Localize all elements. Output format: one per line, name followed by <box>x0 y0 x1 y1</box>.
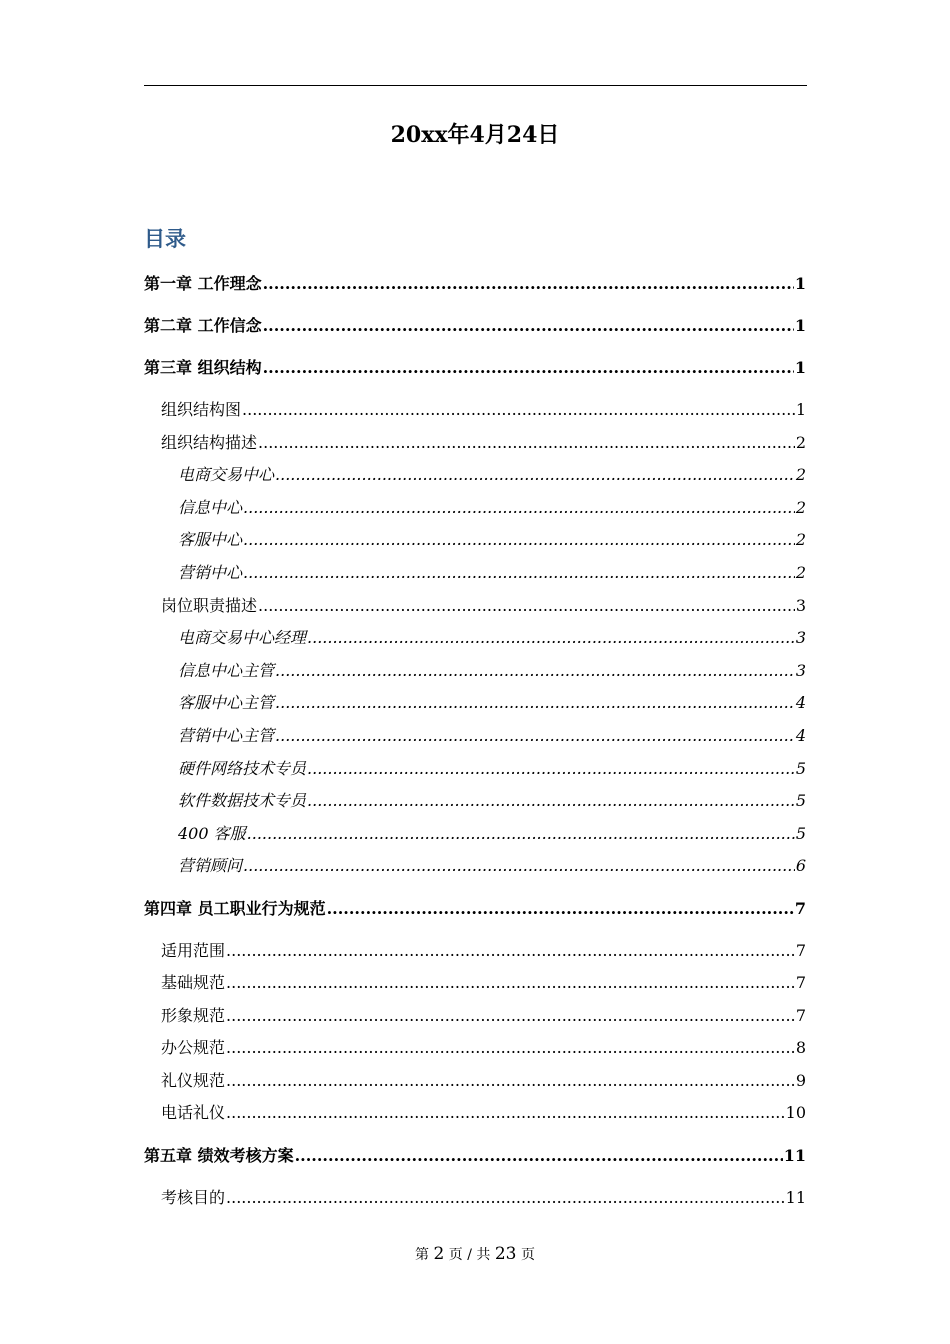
toc-entry-page: 7 <box>795 1006 806 1025</box>
toc-dot-leader <box>263 316 794 336</box>
toc-entry-page: 3 <box>795 596 806 615</box>
toc-entry[interactable] <box>161 1006 806 1026</box>
toc-entry[interactable] <box>144 316 806 336</box>
toc-entry-title: 营销顾问 <box>178 856 243 875</box>
toc-entry[interactable] <box>161 1103 806 1123</box>
toc-entry[interactable] <box>178 856 806 876</box>
toc-entry-page: 2 <box>795 498 806 517</box>
toc-entry-title: 礼仪规范 <box>161 1071 226 1090</box>
toc-entry-title: 信息中心主管 <box>178 661 275 680</box>
toc-entry[interactable] <box>178 530 806 550</box>
toc-entry-page: 2 <box>795 433 806 452</box>
toc-entry-page: 1 <box>794 358 806 377</box>
toc-dot-leader <box>243 563 795 583</box>
toc-entry[interactable] <box>161 973 806 993</box>
toc-entry[interactable] <box>144 274 806 294</box>
toc-dot-leader <box>226 973 795 993</box>
toc-entry-title: 第五章 绩效考核方案 <box>144 1146 294 1165</box>
toc-entry[interactable] <box>161 1071 806 1091</box>
toc-entry-title: 第一章 工作理念 <box>144 274 262 293</box>
toc-entry-title: 组织结构描述 <box>161 433 258 452</box>
footer-current-page: 2 <box>433 1244 445 1264</box>
toc-dot-leader <box>307 628 795 648</box>
toc-entry-title: 第四章 员工职业行为规范 <box>144 899 326 918</box>
toc-dot-leader <box>226 1038 795 1058</box>
toc-entry-page: 8 <box>795 1038 806 1057</box>
toc-entry-page: 7 <box>795 973 806 992</box>
toc-entry-title: 第三章 组织结构 <box>144 358 262 377</box>
toc-dot-leader <box>226 1188 785 1208</box>
toc-entry-page: 9 <box>795 1071 806 1090</box>
toc-entry[interactable] <box>161 1038 806 1058</box>
toc-entry-title: 营销中心主管 <box>178 726 275 745</box>
header-rule <box>144 85 807 86</box>
toc-dot-leader <box>258 433 795 453</box>
toc-entry-title: 电商交易中心经理 <box>178 628 307 647</box>
toc-entry-title: 营销中心 <box>178 563 243 582</box>
toc-entry-page: 11 <box>785 1188 806 1207</box>
toc-entry[interactable] <box>178 563 806 583</box>
toc-entry-title: 客服中心 <box>178 530 243 549</box>
toc-entry-page: 7 <box>795 941 806 960</box>
toc-dot-leader <box>275 661 795 681</box>
toc-entry-title: 电商交易中心 <box>178 465 275 484</box>
toc-dot-leader <box>243 530 795 550</box>
toc-dot-leader <box>226 1006 795 1026</box>
toc-entry[interactable] <box>178 628 806 648</box>
footer-prefix: 第 <box>415 1247 430 1263</box>
toc-entry[interactable] <box>144 1146 806 1166</box>
toc-entry-page: 1 <box>794 316 806 335</box>
toc-entry-title: 考核目的 <box>161 1188 226 1207</box>
toc-entry-title: 基础规范 <box>161 973 226 992</box>
toc-dot-leader <box>307 791 795 811</box>
toc-entry-title: 电话礼仪 <box>161 1103 226 1122</box>
toc-dot-leader <box>275 726 795 746</box>
toc-dot-leader <box>295 1146 783 1166</box>
toc-entry[interactable] <box>178 465 806 485</box>
toc-entry[interactable] <box>178 824 806 844</box>
toc-entry-page: 3 <box>795 661 806 680</box>
toc-entry-page: 1 <box>794 274 806 293</box>
toc-dot-leader <box>275 693 795 713</box>
toc-dot-leader <box>226 941 795 961</box>
toc-entry[interactable] <box>144 358 806 378</box>
footer-suffix: 页 <box>520 1247 535 1263</box>
toc-entry[interactable] <box>161 433 806 453</box>
toc-entry-page: 4 <box>795 726 806 745</box>
toc-entry-title: 组织结构图 <box>161 400 242 419</box>
toc-entry-page: 6 <box>795 856 806 875</box>
footer-middle: 页 / 共 <box>448 1247 491 1263</box>
toc-entry[interactable] <box>161 596 806 616</box>
toc-entry-page: 2 <box>795 563 806 582</box>
toc-dot-leader <box>247 824 795 844</box>
toc-dot-leader <box>263 358 794 378</box>
toc-entry[interactable] <box>178 791 806 811</box>
toc-entry[interactable] <box>161 941 806 961</box>
toc-dot-leader <box>243 856 795 876</box>
toc-entry-page: 5 <box>795 759 806 778</box>
toc-entry[interactable] <box>144 899 806 919</box>
toc-entry[interactable] <box>178 759 806 779</box>
toc-dot-leader <box>258 596 795 616</box>
toc-entry-page: 2 <box>795 530 806 549</box>
toc-entry[interactable] <box>178 661 806 681</box>
toc-entry-page: 2 <box>795 465 806 484</box>
toc-entry-page: 11 <box>783 1146 806 1165</box>
toc-entry-page: 7 <box>794 899 806 918</box>
toc-entry[interactable] <box>178 498 806 518</box>
toc-entry-page: 3 <box>795 628 806 647</box>
toc-entry-page: 5 <box>795 824 806 843</box>
toc-heading: 目录 <box>144 227 186 251</box>
page-footer <box>0 1244 950 1264</box>
toc-entry[interactable] <box>161 1188 806 1208</box>
toc-dot-leader <box>243 498 795 518</box>
toc-entry-title: 第二章 工作信念 <box>144 316 262 335</box>
toc-entry-title: 400 客服 <box>178 824 246 843</box>
toc-entry-title: 形象规范 <box>161 1006 226 1025</box>
toc-dot-leader <box>263 274 794 294</box>
toc-entry-title: 办公规范 <box>161 1038 226 1057</box>
toc-entry-page: 10 <box>785 1103 806 1122</box>
toc-dot-leader <box>226 1071 795 1091</box>
toc-entry[interactable] <box>178 726 806 746</box>
toc-entry[interactable] <box>178 693 806 713</box>
toc-entry-title: 客服中心主管 <box>178 693 275 712</box>
toc-dot-leader <box>275 465 795 485</box>
document-date: 20xx年4月24日 <box>390 122 560 148</box>
toc-entry-title: 硬件网络技术专员 <box>178 759 307 778</box>
toc-entry-title: 适用范围 <box>161 941 226 960</box>
toc-entry-page: 1 <box>795 400 806 419</box>
toc-entry-title: 软件数据技术专员 <box>178 791 307 810</box>
toc-dot-leader <box>242 400 795 420</box>
toc-dot-leader <box>327 899 794 919</box>
toc-entry-title: 岗位职责描述 <box>161 596 258 615</box>
toc-dot-leader <box>226 1103 785 1123</box>
footer-total-pages: 23 <box>494 1244 517 1264</box>
toc-entry[interactable] <box>161 400 806 420</box>
toc-entry-page: 5 <box>795 791 806 810</box>
toc-entry-title: 信息中心 <box>178 498 243 517</box>
toc-dot-leader <box>307 759 795 779</box>
toc-entry-page: 4 <box>795 693 806 712</box>
